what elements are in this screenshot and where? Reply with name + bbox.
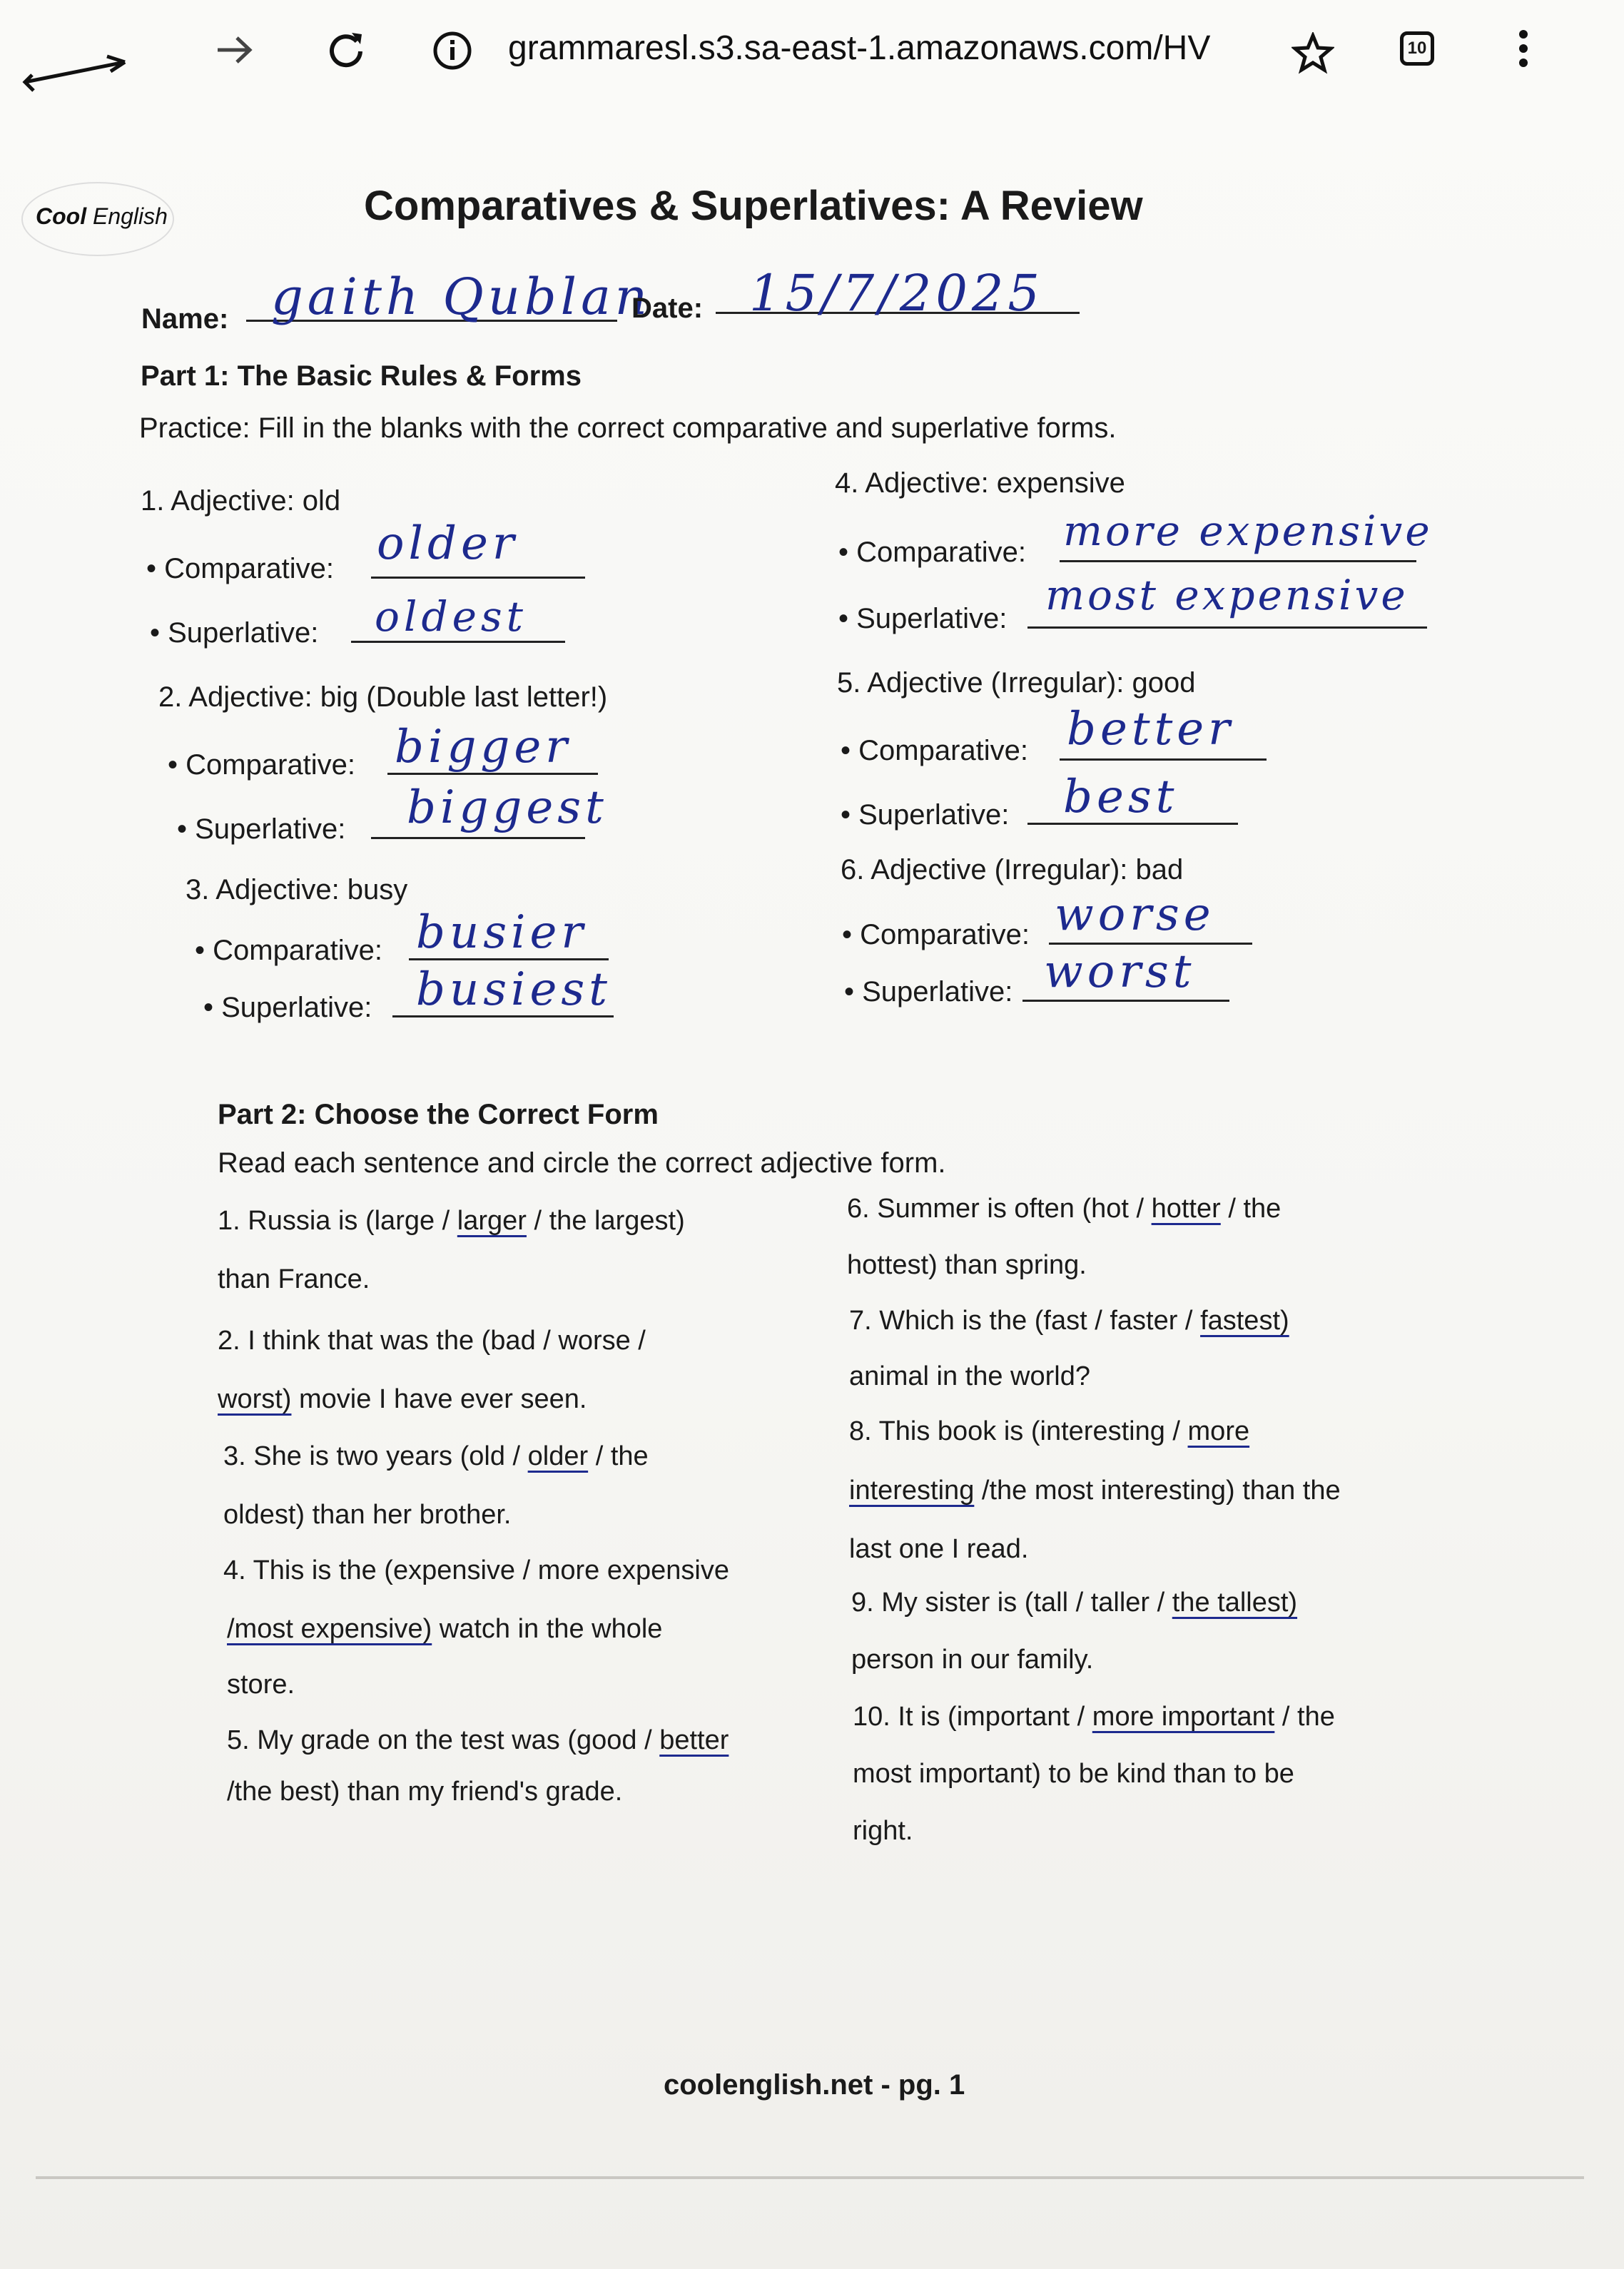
cool-english-logo: Cool English [21, 182, 174, 256]
part2-left-line [218, 1206, 685, 1237]
item2-comp-field[interactable]: bigger [395, 721, 572, 773]
sentence-text: 9. My sister is (tall / taller / [851, 1588, 1172, 1618]
more-icon[interactable] [1513, 29, 1534, 71]
part2-right-line [851, 1588, 1297, 1618]
item4-title: 4. Adjective: expensive [835, 467, 1125, 499]
part2-left-line [223, 1555, 729, 1586]
circled-answer[interactable]: older [527, 1441, 589, 1471]
part2-right-line [849, 1416, 1249, 1447]
sentence-text: last one I read. [849, 1534, 1029, 1564]
part2-right-line [849, 1534, 1028, 1565]
sentence-text: / the largest) [526, 1206, 685, 1236]
sentence-text: 8. This book is (interesting / [849, 1416, 1188, 1446]
sentence-text: /the best) than my friend's grade. [227, 1777, 623, 1807]
sentence-text: /the most interesting) than the [974, 1476, 1341, 1506]
item6-sup-field[interactable]: worst [1044, 945, 1196, 998]
browser-toolbar [0, 0, 1624, 100]
sentence-text: right. [853, 1816, 913, 1846]
item4-sup-field[interactable]: most expensive [1045, 571, 1409, 619]
part2-right-line [851, 1645, 1093, 1675]
circled-answer[interactable]: worst) [218, 1384, 292, 1414]
back-icon[interactable] [18, 54, 146, 103]
item6-comp-label: • Comparative: [842, 919, 1030, 950]
item1-title: 1. Adjective: old [141, 485, 341, 517]
reload-icon[interactable] [325, 29, 367, 71]
part2-left-line [218, 1264, 370, 1295]
part2-instruction: Read each sentence and circle the correct adjective form. [218, 1147, 946, 1179]
item4-sup-label: • Superlative: [838, 603, 1008, 634]
page-title: Comparatives & Superlatives: A Review [364, 183, 1143, 229]
info-icon[interactable] [432, 30, 473, 71]
page-footer: coolenglish.net - pg. 1 [664, 2069, 965, 2101]
part2-left-line [223, 1441, 649, 1472]
sentence-text: 1. Russia is (large / [218, 1206, 457, 1236]
part2-right-line [847, 1194, 1281, 1224]
item5-sup-field[interactable]: best [1063, 771, 1179, 823]
sentence-text: watch in the whole [432, 1614, 663, 1644]
circled-answer[interactable]: /most expensive) [227, 1614, 432, 1644]
part2-left-line [227, 1777, 622, 1807]
part2-heading: Part 2: Choose the Correct Form [218, 1099, 659, 1130]
circled-answer[interactable]: the tallest) [1172, 1588, 1298, 1618]
part1-instruction: Practice: Fill in the blanks with the correct comparative and superlative forms. [139, 412, 1117, 444]
item6-comp-field[interactable]: worse [1055, 888, 1215, 941]
sentence-text: 10. It is (important / [853, 1702, 1092, 1732]
date-label: Date: [631, 293, 704, 324]
sentence-text: store. [227, 1670, 295, 1700]
circled-answer[interactable]: more important [1092, 1702, 1275, 1732]
sentence-text: 7. Which is the (fast / faster / [849, 1306, 1201, 1336]
item3-comp-label: • Comparative: [195, 935, 382, 966]
sentence-text: 3. She is two years (old / [223, 1441, 528, 1471]
url-text[interactable]: grammaresl.s3.sa-east-1.amazonaws.com/HV [508, 29, 1211, 67]
item4-comp-field[interactable]: more expensive [1063, 507, 1433, 555]
part2-left-line [227, 1614, 662, 1645]
sentence-text: oldest) than her brother. [223, 1500, 512, 1530]
item2-title: 2. Adjective: big (Double last letter!) [158, 681, 608, 713]
part2-right-line [847, 1250, 1087, 1281]
part2-right-line [849, 1476, 1341, 1506]
circled-answer[interactable]: more [1187, 1416, 1250, 1446]
item2-comp-label: • Comparative: [168, 749, 355, 781]
sentence-text: 2. I think that was the (bad / worse / [218, 1326, 646, 1356]
sentence-text: person in our family. [851, 1645, 1094, 1675]
sentence-text: hottest) than spring. [847, 1250, 1087, 1280]
part2-left-line [218, 1384, 587, 1415]
item3-title: 3. Adjective: busy [186, 874, 408, 905]
item4-comp-label: • Comparative: [838, 537, 1026, 568]
item5-comp-field[interactable]: better [1067, 703, 1234, 756]
part1-heading: Part 1: The Basic Rules & Forms [141, 360, 582, 392]
part2-left-line [227, 1670, 295, 1700]
item2-sup-label: • Superlative: [177, 813, 346, 845]
item6-sup-label: • Superlative: [844, 976, 1013, 1007]
name-field[interactable]: gaith Qublan [271, 268, 651, 326]
item5-comp-label: • Comparative: [841, 735, 1028, 766]
tabs-icon[interactable]: 10 [1400, 31, 1434, 66]
part2-right-line [853, 1759, 1294, 1790]
sentence-text: / the [1274, 1702, 1335, 1732]
part2-right-line [853, 1702, 1335, 1732]
item1-sup-label: • Superlative: [150, 617, 319, 649]
item3-sup-label: • Superlative: [203, 992, 372, 1023]
item3-sup-field[interactable]: busiest [416, 963, 611, 1016]
sentence-text: movie I have ever seen. [291, 1384, 587, 1414]
part2-right-line [849, 1361, 1090, 1392]
sentence-text: 4. This is the (expensive / more expensive [223, 1555, 729, 1585]
part2-left-line [227, 1725, 729, 1756]
star-icon[interactable] [1291, 32, 1334, 75]
sentence-text: 6. Summer is often (hot / [847, 1194, 1152, 1224]
part2-right-line [853, 1816, 913, 1847]
part2-left-line [223, 1500, 511, 1531]
item1-comp-field[interactable]: older [377, 517, 519, 570]
circled-answer[interactable]: hotter [1151, 1194, 1221, 1224]
part2-right-line [849, 1306, 1289, 1336]
item1-comp-label: • Comparative: [146, 553, 334, 584]
circled-answer[interactable]: interesting [849, 1476, 975, 1506]
name-label: Name: [141, 303, 229, 335]
circled-answer[interactable]: larger [457, 1206, 527, 1236]
part2-left-line [218, 1326, 646, 1356]
sentence-text: 5. My grade on the test was (good / [227, 1725, 660, 1755]
circled-answer[interactable]: better [659, 1725, 729, 1755]
item6-title: 6. Adjective (Irregular): bad [841, 854, 1184, 885]
sentence-text: / the [588, 1441, 649, 1471]
item5-sup-label: • Superlative: [841, 799, 1010, 831]
divider [36, 2176, 1584, 2179]
item1-sup-field[interactable]: oldest [375, 592, 527, 641]
date-field[interactable]: 15/7/2025 [749, 264, 1044, 323]
forward-icon[interactable] [214, 32, 257, 68]
item5-title: 5. Adjective (Irregular): good [837, 667, 1196, 699]
item3-comp-field[interactable]: busier [416, 906, 587, 959]
sentence-text: than France. [218, 1264, 370, 1294]
item2-sup-field[interactable]: biggest [407, 781, 608, 834]
sentence-text: animal in the world? [849, 1361, 1090, 1391]
sentence-text: / the [1220, 1194, 1282, 1224]
circled-answer[interactable]: fastest) [1200, 1306, 1289, 1336]
sentence-text: most important) to be kind than to be [853, 1759, 1294, 1789]
